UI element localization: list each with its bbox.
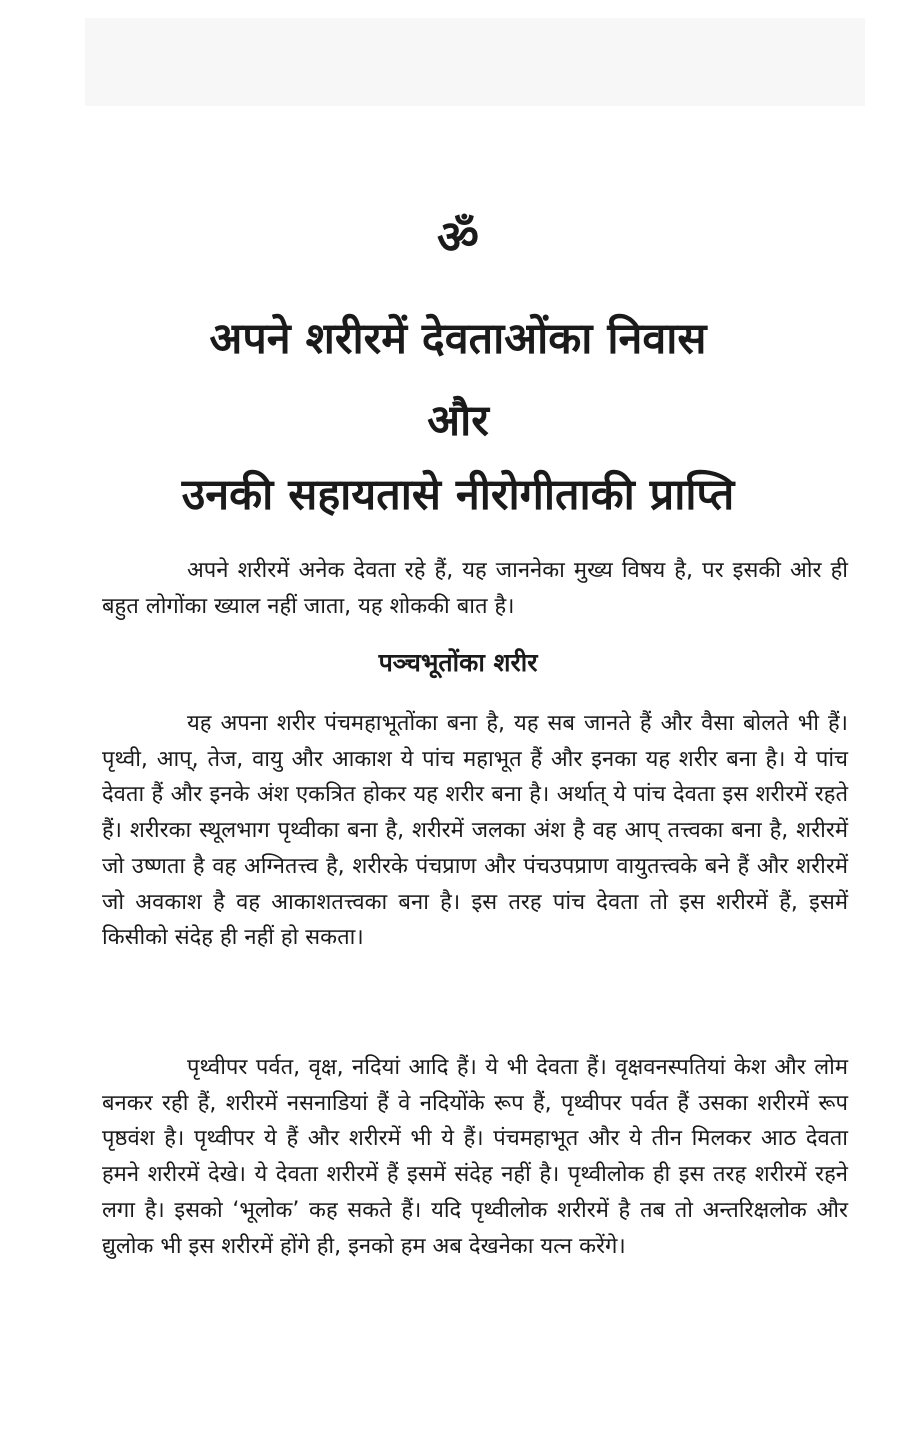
intro-paragraph-text: अपने शरीरमें अनेक देवता रहे हैं, यह जाननेका मुख्य विषय है, पर इसकी ओर ही बहुत लोगोंका ख्याल नहीं जाता, यह शोककी बात है। xyxy=(102,558,848,619)
header-band xyxy=(85,18,865,106)
body-paragraph-3-text: पृथ्वीपर पर्वत, वृक्ष, नदियां आदि हैं। ये भी देवता हैं। वृक्षवनस्पतियां केश और लोम बनकर रही हैं, शरीरमें नसनाडियां हैं वे नदियोंके रूप हैं, पृथ्वीपर पर्वत हैं उसका शरीरमें रूप पृष्ठवंश है। पृथ्वीपर ये हैं और शरीरमें भी ये हैं। पंचमहाभूत और ये तीन मिलकर आठ देवता हमने शरीरमें देखे। ये देवता शरीरमें हैं इसमें संदेह नहीं है। पृथ्वीलोक ही इस तरह शरीरमें रहने लगा है। इसको ‘भूलोक’ कह सकते हैं। यदि पृथ्वीलोक शरीरमें है तब तो अन्तरिक्षलोक और द्युलोक भी इस शरीरमें होंगे ही, इनको हम अब देखनेका यत्न करेंगे। xyxy=(102,1055,848,1259)
body-paragraph-3 xyxy=(102,1050,848,1264)
page-title-line-1: अपने शरीरमें देवताओंका निवास xyxy=(209,314,707,364)
intro-paragraph xyxy=(102,553,848,624)
page-title-line-2: और xyxy=(427,396,489,446)
body-paragraph-2 xyxy=(102,706,848,956)
page-title-line-3: उनकी सहायतासे नीरोगीताकी प्राप्ति xyxy=(181,470,735,520)
om-symbol: ॐ xyxy=(437,210,479,264)
section-heading: पञ्चभूतोंका शरीर xyxy=(378,648,538,677)
body-paragraph-2-text: यह अपना शरीर पंचमहाभूतोंका बना है, यह सब जानते हैं और वैसा बोलते भी हैं। पृथ्वी, आप्, तेज, वायु और आकाश ये पांच महाभूत हैं और इनका यह शरीर बना है। ये पांच देवता हैं और इनके अंश एकत्रित होकर यह शरीर बना है। अर्थात् ये पांच देवता इस शरीरमें रहते हैं। शरीरका स्थूलभाग पृथ्वीका बना है, शरीरमें जलका अंश है वह आप् तत्त्वका बना है, शरीरमें जो उष्णता है वह अग्नितत्त्व है, शरीरके पंचप्राण और पंचउपप्राण वायुतत्त्वके बने हैं और शरीरमें जो अवकाश है वह आकाशतत्त्वका बना है। इस तरह पांच देवता तो इस शरीरमें हैं, इसमें किसीको संदेह ही नहीं हो सकता। xyxy=(102,711,848,951)
